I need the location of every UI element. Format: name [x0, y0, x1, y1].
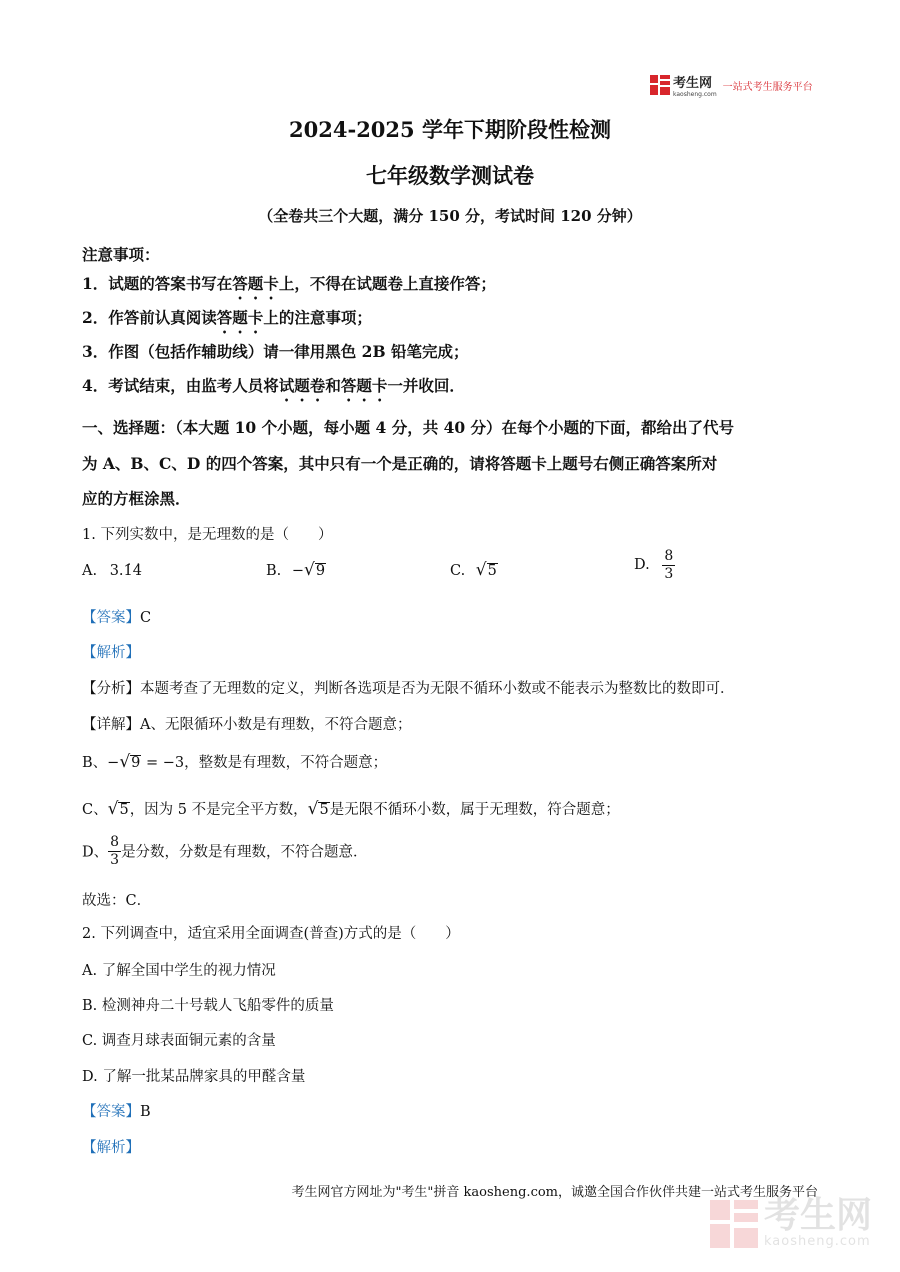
- q1-conclusion: 故选：C．: [82, 893, 152, 909]
- exam-info: （全卷共三个大题，满分 150 分，考试时间 120 分钟）: [258, 207, 642, 225]
- q1-option-a: [82, 563, 142, 579]
- q1-option-b: B. − √ 9: [266, 560, 326, 580]
- logo-name: 考生网: [673, 76, 713, 91]
- note-item-1: 1．试题的答案书写在答题卡上，不得在试题卷上直接作答；: [82, 274, 496, 293]
- option-a-value: 3.1̇4̇: [109, 563, 142, 579]
- q1-stem: 1. 下列实数中，是无理数的是（ ）: [82, 527, 333, 543]
- q1-detail-d: D、 $\frac{8}{3}$ 是分数，分数是有理数，不符合题意．: [82, 834, 368, 868]
- q1-detail-a: 【详解】A、无限循环小数是有理数，不符合题意；: [82, 717, 412, 733]
- notes-heading: 注意事项：: [82, 245, 160, 264]
- section1-line-1: 一、选择题：（本大题 10 个小题，每小题 4 分，共 40 分）在每个小题的下面，都给出了代号: [82, 418, 735, 437]
- q1-detail-c: C、 √ 5 ，因为 5 不是完全平方数， √ 5 是无限不循环小数，属于无理数，符合题意；: [82, 799, 620, 819]
- q2-option-d: D. 了解一批某品牌家具的甲醛含量: [82, 1069, 306, 1085]
- note-item-3: 3．作图（包括作辅助线）请一律用黑色 2B 铅笔完成；: [82, 342, 469, 361]
- option-label: D.: [634, 557, 650, 574]
- watermark-logo-icon: [710, 1200, 758, 1248]
- q1-fenxi: 【分析】本题考查了无理数的定义，判断各选项是否为无限不循环小数或不能表示为整数比的数即可．: [82, 681, 735, 697]
- watermark-domain: kaosheng.com: [763, 1234, 871, 1249]
- logo-mark-icon: [650, 75, 670, 95]
- note-item-2: 2．作答前认真阅读答题卡上的注意事项；: [82, 308, 372, 327]
- q1-detail-b: B、− √ 9 = −3，整数是有理数，不符合题意；: [82, 752, 388, 772]
- q2-option-a: A. 了解全国中学生的视力情况: [82, 963, 276, 979]
- note-item-4: 4．考试结束，由监考人员将试题卷和答题卡一并收回．: [82, 376, 465, 395]
- exam-title: 2024-2025 学年下期阶段性检测: [289, 117, 611, 142]
- logo-domain: kaosheng.com: [673, 91, 717, 98]
- watermark-text: 考生网: [763, 1195, 872, 1236]
- header-logo: [650, 73, 813, 97]
- logo-slogan: 一站式考生服务平台: [722, 81, 813, 93]
- q2-stem: 2. 下列调查中，适宜采用全面调查(普查)方式的是（ ）: [82, 926, 460, 942]
- q1-analysis-tag: 【解析】: [82, 645, 140, 661]
- q2-analysis-tag: 【解析】: [82, 1140, 140, 1156]
- section1-line-3: 应的方框涂黑．: [82, 489, 191, 508]
- exam-subtitle: 七年级数学测试卷: [366, 163, 534, 188]
- q1-option-c: C. √ 5: [450, 560, 497, 580]
- watermark: [710, 1195, 872, 1249]
- q2-option-c: C. 调查月球表面铜元素的含量: [82, 1033, 276, 1049]
- q2-option-b: B. 检测神舟二十号载人飞船零件的质量: [82, 998, 334, 1014]
- q1-option-d: D. $\frac{8}{3}$: [634, 548, 674, 582]
- q1-answer: 【答案】C: [82, 610, 152, 626]
- section1-line-2: 为 A、B、C、D 的四个答案，其中只有一个是正确的，请将答题卡上题号右侧正确答案所对: [82, 454, 718, 473]
- option-label: C.: [450, 563, 466, 579]
- option-label: A.: [82, 563, 98, 579]
- option-label: B.: [266, 563, 282, 579]
- q2-answer: 【答案】B: [82, 1104, 151, 1120]
- footer-text: 考生网官方网址为"考生"拼音 kaosheng.com，诚邀全国合作伙伴共建一站式考生服务平台: [291, 1185, 818, 1200]
